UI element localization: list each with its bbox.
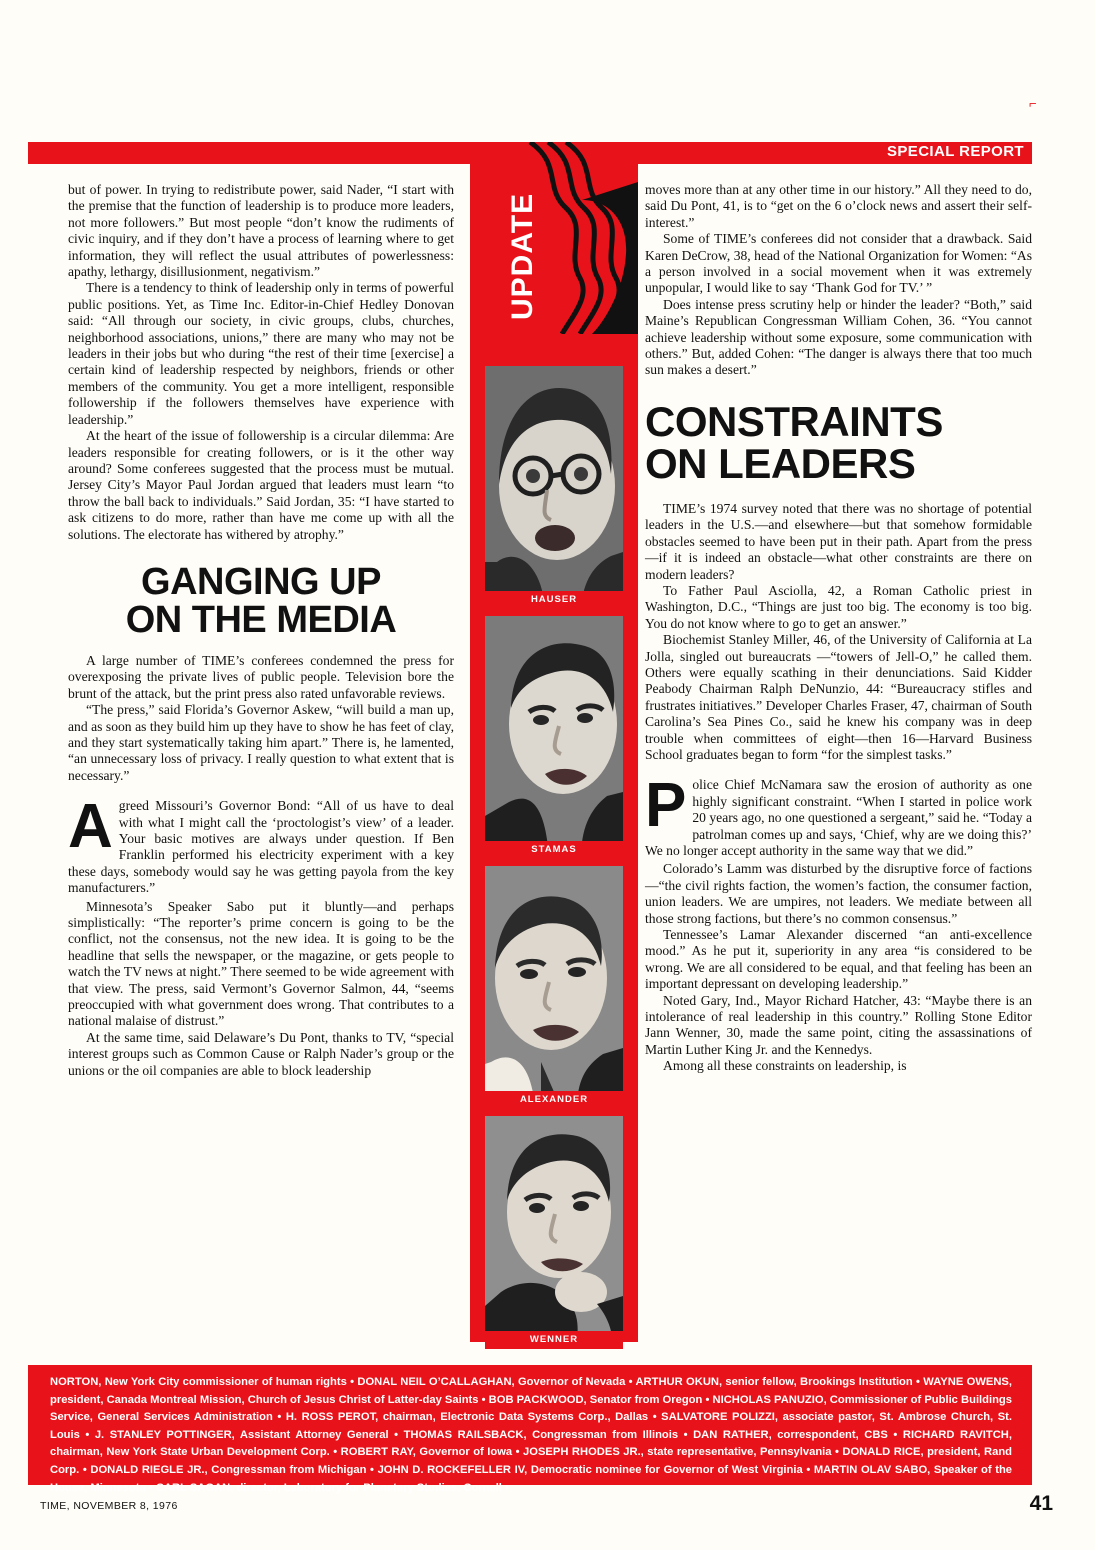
conferee-names-box: [28, 1365, 1032, 1494]
paragraph: Among all these constraints on leadership, is: [663, 1058, 907, 1074]
paragraph: greed Missouri’s Governor Bond: “All of us have to deal with what I might call the ‘proctologist’s view’ of a leader. Your basic motives are always under question. If Ben Franklin performed his electricity experiment with a key these days, somebody would say he was getting payola from the key manufacturers.”: [68, 798, 454, 896]
headline-ganging-up: [68, 560, 454, 641]
portrait-alexander: [485, 866, 623, 1108]
headline-line-1: GANGING UP: [141, 560, 381, 603]
portrait-alexander-art: [485, 866, 623, 1108]
paragraph: Noted Gary, Ind., Mayor Richard Hatcher, 43: “Maybe there is an intolerance of real leadership in this country.” Rolling Stone Editor Jann Wenner, 30, made the same point, citing the assassinations of Martin Luther King Jr. and the Kennedys.: [645, 992, 1032, 1057]
paragraph: olice Chief McNamara saw the erosion of authority as one highly significant constraint. “When I started in police work 20 years ago, no one questioned a sergeant,” said he. “Today a patrolman comes up and says, ‘Chief, why are we doing this?’ We no longer accept authority in the same way that we did.”: [645, 777, 1032, 858]
update-logo: [470, 142, 638, 334]
paragraph: Colorado’s Lamm was disturbed by the disruptive force of factions—“the civil rights faction, the women’s faction, the consumer faction, union leaders. We are umpires, not leaders. We mediate between all those strong factions, but there’s no common consensus.”: [645, 861, 1032, 926]
dropcap-paragraph-a: [68, 792, 454, 896]
dropcap-letter-a: A: [68, 792, 113, 862]
paragraph: At the same time, said Delaware’s Du Pont, thanks to TV, “special interest groups such as Common Cause or Ralph Nader’s group or the unions or the oil companies are able to block leadership: [68, 1029, 454, 1078]
photo-caption-wenner: WENNER: [485, 1331, 623, 1349]
portrait-wenner-art: [485, 1116, 623, 1348]
dropcap-paragraph-p: [645, 771, 1032, 859]
paragraph: “The press,” said Florida’s Governor Askew, “will build a man up, and as soon as they build him up they have to show he has feet of clay, and they start systematically taking him apart.” There is, he lamented, “an unnecessary loss of privacy. I really question to what extent that is necessary.”: [68, 702, 454, 783]
right-column: [645, 182, 1032, 1075]
portrait-hauser: [485, 366, 623, 608]
update-logo-text: UPDATE: [506, 192, 539, 320]
paragraph: moves more than at any other time in our history.” All they need to do, said Du Pont, 41, is to “get on the 6 o’clock news and assert their self-interest.”: [645, 182, 1032, 230]
photo-caption-hauser: HAUSER: [485, 591, 623, 609]
paragraph: Does intense press scrutiny help or hinder the leader? “Both,” said Maine’s Republican Congressman William Cohen, 36. “You cannot achieve leadership without some exposure, some communication with others.” But, added Cohen: “The danger is always there that too much sun makes a desert.”: [645, 296, 1032, 378]
paragraph-lead: A large number of TIME’s conferees condemned the press for overexposing the private lives of public people. Television bore the brunt of the attack, but the print press also rated unfavorable reviews.: [68, 652, 454, 701]
photo-caption-alexander: ALEXANDER: [485, 1091, 623, 1109]
photo-caption-stamas: STAMAS: [485, 841, 623, 859]
update-wave-graphic: [470, 142, 638, 334]
photo-alexander: [485, 866, 623, 1108]
headline-line-1: CONSTRAINTS: [645, 397, 943, 445]
special-report-label: SPECIAL REPORT: [886, 143, 1024, 160]
paragraph: To Father Paul Asciolla, 42, a Roman Catholic priest in Washington, D.C., “Things are just too big. The economy is too big. You do not know where to go to get an answer.”: [645, 582, 1032, 631]
corner-registration-mark: ⌐: [1029, 96, 1037, 111]
conferee-names-text: NORTON, New York City commissioner of human rights • DONAL NEIL O’CALLAGHAN, Governor of Nevada • ARTHUR OKUN, senior fellow, Brookings Institution • WAYNE OWENS, president, Canada Montreal Mission, Church of Jesus Christ of Latter-day Saints • BOB PACKWOOD, Senator from Oregon • NICHOLAS PANUZIO, Commissioner of Public Buildings Service, General Services Administration • H. ROSS PEROT, chairman, Electronic Data Systems Corp., Dallas • SALVATORE POLIZZI, associate pastor, St. Ambrose Church, St. Louis • J. STANLEY POTTINGER, Assistant Attorney General • THOMAS RAILSBACK, Congressman from Illinois • DAN RATHER, correspondent, CBS • RICHARD RAVITCH, chairman, New York State Urban Development Corp. • ROBERT RAY, Governor of Iowa • JOSEPH RHODES JR., state representative, Pennsylvania • DONALD RICE, president, Rand Corp. • DONALD RIEGLE JR., Congressman from Michigan • JOHN D. ROCKEFELLER IV, Democratic nominee for Governor of West Virginia • MARTIN OLAV SABO, Speaker of the House, Minnesota • CARL SAGAN, director, Laboratory for Planetary Studies, Cornell •: [50, 1376, 1012, 1494]
page-number: 41: [1029, 1492, 1053, 1515]
portrait-stamas-art: [485, 616, 623, 858]
paragraph: Minnesota’s Speaker Sabo put it bluntly—and perhaps simplistically: “The reporter’s prime concern is going to be the conflict, not the consensus, not the new idea. It is going to be the headline that sells the newspaper, or the magazine, or gets people to watch the TV news at night.” There seemed to be wide agreement with that view. The press, said Vermont’s Governor Salmon, 44, “seems preoccupied with what government does wrong. That contributes to a national malaise of distrust.”: [68, 898, 454, 1029]
photo-wenner: [485, 1116, 623, 1348]
paragraph: There is a tendency to think of leadership only in terms of powerful public positions. Yet, as Time Inc. Editor-in-Chief Hedley Donovan said: “All through our society, in civic groups, clubs, churches, neighborhood associations, unions,” there are many who may not be leaders in their jobs but who during “the rest of their time [exercise] a certain kind of leadership respected by neighbors, friends or other members of the community. You get a more intelligent, responsible followership if the followers themselves have experience with leadership.”: [68, 280, 454, 427]
photo-stamas: [485, 616, 623, 858]
paragraph: Tennessee’s Lamar Alexander discerned “an anti-excellence mood.” As he put it, superiority in any area “is considered to be wrong. We are all considered to be equal, and that feeling has been an important depressant on developing leadership.”: [645, 927, 1032, 992]
paragraph: Some of TIME’s conferees did not consider that a drawback. Said Karen DeCrow, 38, head of the National Organization for Women: “As a person involved in a social movement when it was extremely unpopular, I would like to say ‘Thank God for TV.’ ”: [645, 231, 1032, 296]
portrait-hauser-art: [485, 366, 623, 608]
issue-line: TIME, NOVEMBER 8, 1976: [40, 1500, 178, 1512]
paragraph: Biochemist Stanley Miller, 46, of the University of California at La Jolla, singled out bureaucrats —“towers of Jell-O,” he called them. Others were equally scathing in their denunciations. Said Kidder Peabody Chairman Ralph DeNunzio, 44: “Bureaucracy stifles and frustrates initiatives.” Developer Charles Fraser, 47, chairman of South Carolina’s Sea Pines Co., said he knew his company was in deep trouble when committees of eight—then 16—Harvard Business School graduates began to form “for the simplest tasks.”: [645, 632, 1032, 762]
left-column: [68, 182, 454, 1079]
paragraph-lead: TIME’s 1974 survey noted that there was no shortage of potential leaders in the U.S.—and elsewhere—but that somehow formidable obstacles seemed to have been put in their path. Apart from the press—if it is indeed an obstacle—what other constraints are there on modern leaders?: [645, 500, 1032, 582]
photo-hauser: [485, 366, 623, 608]
paragraph: At the heart of the issue of followership is a circular dilemma: Are leaders responsible for creating followers, or is it the other way around? Some conferees suggested that the process must be mutual. Jersey City’s Mayor Paul Jordan argued that leaders must learn “to throw the ball back to individuals.” Said Jordan, 35: “I have started to ask citizens to do more, rather than have me come up with all the solutions. The electorate has withered by atrophy.”: [68, 428, 454, 542]
paragraph: but of power. In trying to redistribute power, said Nader, “I start with the premise that the function of leadership is to produce more leaders, not more followers.” But most people “don’t know the rudiments of civic inquiry, and if they don’t have a process of learning where to get information, they will reflect the usual attributes of powerlessness: apathy, lethargy, disillusionment, negativism.”: [68, 182, 454, 280]
headline-line-2: ON THE MEDIA: [125, 598, 397, 641]
headline-line-2: ON LEADERS: [645, 439, 916, 487]
dropcap-letter-p: P: [645, 771, 687, 841]
headline-constraints-on-leaders: [645, 397, 1032, 487]
portrait-stamas: [485, 616, 623, 858]
portrait-wenner: [485, 1116, 623, 1348]
